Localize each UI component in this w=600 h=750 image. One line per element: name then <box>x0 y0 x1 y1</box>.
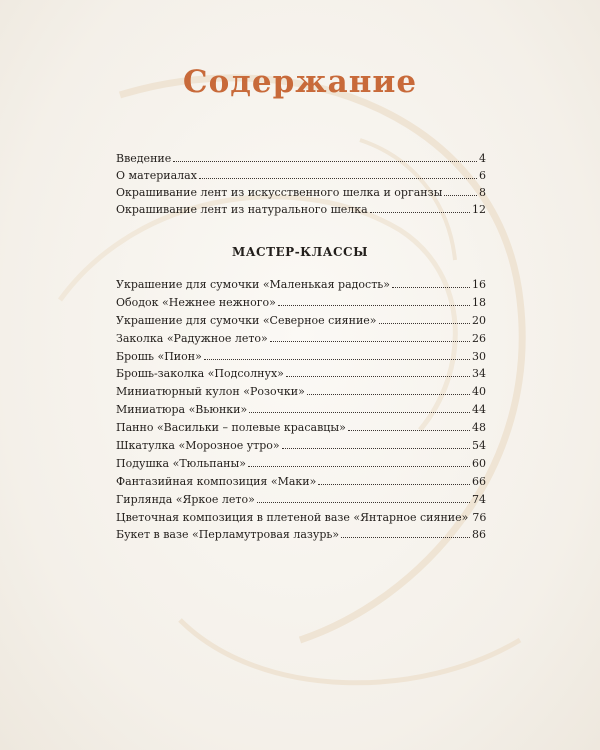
entry-page: 34 <box>472 367 486 381</box>
toc-entry[interactable] <box>116 383 486 401</box>
entry-page: 40 <box>472 385 486 399</box>
entry-label: Брошь-заколка «Подсолнух» <box>116 367 284 381</box>
entry-page: 54 <box>472 439 486 453</box>
entry-page: 20 <box>472 313 486 327</box>
entry-page: 60 <box>472 456 486 470</box>
entry-page: 30 <box>472 349 486 363</box>
entry-page: 74 <box>472 492 486 506</box>
dot-leader <box>204 350 470 360</box>
dot-leader <box>318 475 470 485</box>
dot-leader <box>341 528 470 538</box>
entry-label: Брошь «Пион» <box>116 349 202 363</box>
entry-page: 12 <box>472 203 486 216</box>
entry-page: 18 <box>472 295 486 309</box>
toc-entry[interactable] <box>116 419 486 437</box>
toc-entry[interactable] <box>116 184 486 201</box>
toc-classes-list <box>116 276 486 544</box>
entry-page: 66 <box>472 474 486 488</box>
entry-label: Заколка «Радужное лето» <box>116 331 268 345</box>
entry-label: Украшение для сумочки «Северное сияние» <box>116 313 377 327</box>
entry-page: 6 <box>479 169 486 182</box>
entry-label: Гирлянда «Яркое лето» <box>116 492 255 506</box>
toc-entry[interactable] <box>116 312 486 330</box>
dot-leader <box>307 385 470 395</box>
dot-leader <box>379 314 470 324</box>
toc-entry[interactable] <box>116 509 486 527</box>
toc-entry[interactable] <box>116 526 486 544</box>
entry-label: Введение <box>116 152 172 165</box>
dot-leader <box>392 278 470 288</box>
entry-label: Цветочная композиция в плетеной вазе «Янтарное сияние» <box>116 510 469 524</box>
toc-entry[interactable] <box>116 437 486 455</box>
dot-leader <box>270 332 470 342</box>
page-title: Содержание <box>182 64 418 100</box>
toc-entry[interactable] <box>116 473 486 491</box>
toc-entry[interactable] <box>116 401 486 419</box>
entry-label: Окрашивание лент из искусственного шелка и органзы <box>116 186 443 199</box>
entry-label: О материалах <box>116 169 197 182</box>
entry-page: 86 <box>472 528 486 542</box>
entry-label: Миниатюра «Вьюнки» <box>116 403 248 417</box>
dot-leader <box>257 493 470 503</box>
toc-entry[interactable] <box>116 330 486 348</box>
entry-label: Подушка «Тюльпаны» <box>116 456 246 470</box>
dot-leader <box>286 367 470 377</box>
dot-leader <box>282 439 470 449</box>
entry-page: 4 <box>479 152 486 165</box>
toc-entry[interactable] <box>116 455 486 473</box>
dot-leader <box>248 457 470 467</box>
toc-entry[interactable] <box>116 348 486 366</box>
entry-label: Миниатюрный кулон «Розочки» <box>116 385 305 399</box>
entry-page: 44 <box>472 403 486 417</box>
dot-leader <box>173 152 477 162</box>
entry-label: Украшение для сумочки «Маленькая радость» <box>116 278 391 291</box>
entry-page: 26 <box>472 331 486 345</box>
dot-leader <box>370 203 470 213</box>
toc-intro-list <box>116 150 486 218</box>
entry-label: Букет в вазе «Перламутровая лазурь» <box>116 528 340 542</box>
entry-page: 8 <box>479 186 486 199</box>
toc-entry[interactable] <box>116 276 486 294</box>
entry-page: 48 <box>472 421 486 435</box>
dot-leader <box>249 403 470 413</box>
entry-label: Панно «Васильки – полевые красавцы» <box>116 421 346 435</box>
dot-leader <box>348 421 470 431</box>
toc-entry[interactable] <box>116 491 486 509</box>
entry-page: 76 <box>472 510 487 524</box>
entry-label: Фантазийная композиция «Маки» <box>116 474 317 488</box>
dot-leader <box>199 169 477 179</box>
toc-entry[interactable] <box>116 365 486 383</box>
entry-label: Ободок «Нежнее нежного» <box>116 295 276 309</box>
toc-entry[interactable] <box>116 167 486 184</box>
dot-leader <box>278 296 470 306</box>
section-heading: МАСТЕР-КЛАССЫ <box>231 245 368 259</box>
toc-entry[interactable] <box>116 150 486 167</box>
toc-entry[interactable] <box>116 201 486 218</box>
entry-label: Шкатулка «Морозное утро» <box>116 439 280 453</box>
toc-entry[interactable] <box>116 294 486 312</box>
dot-leader <box>444 186 477 196</box>
entry-page: 16 <box>472 278 486 291</box>
entry-label: Окрашивание лент из натурального шелка <box>116 203 368 216</box>
